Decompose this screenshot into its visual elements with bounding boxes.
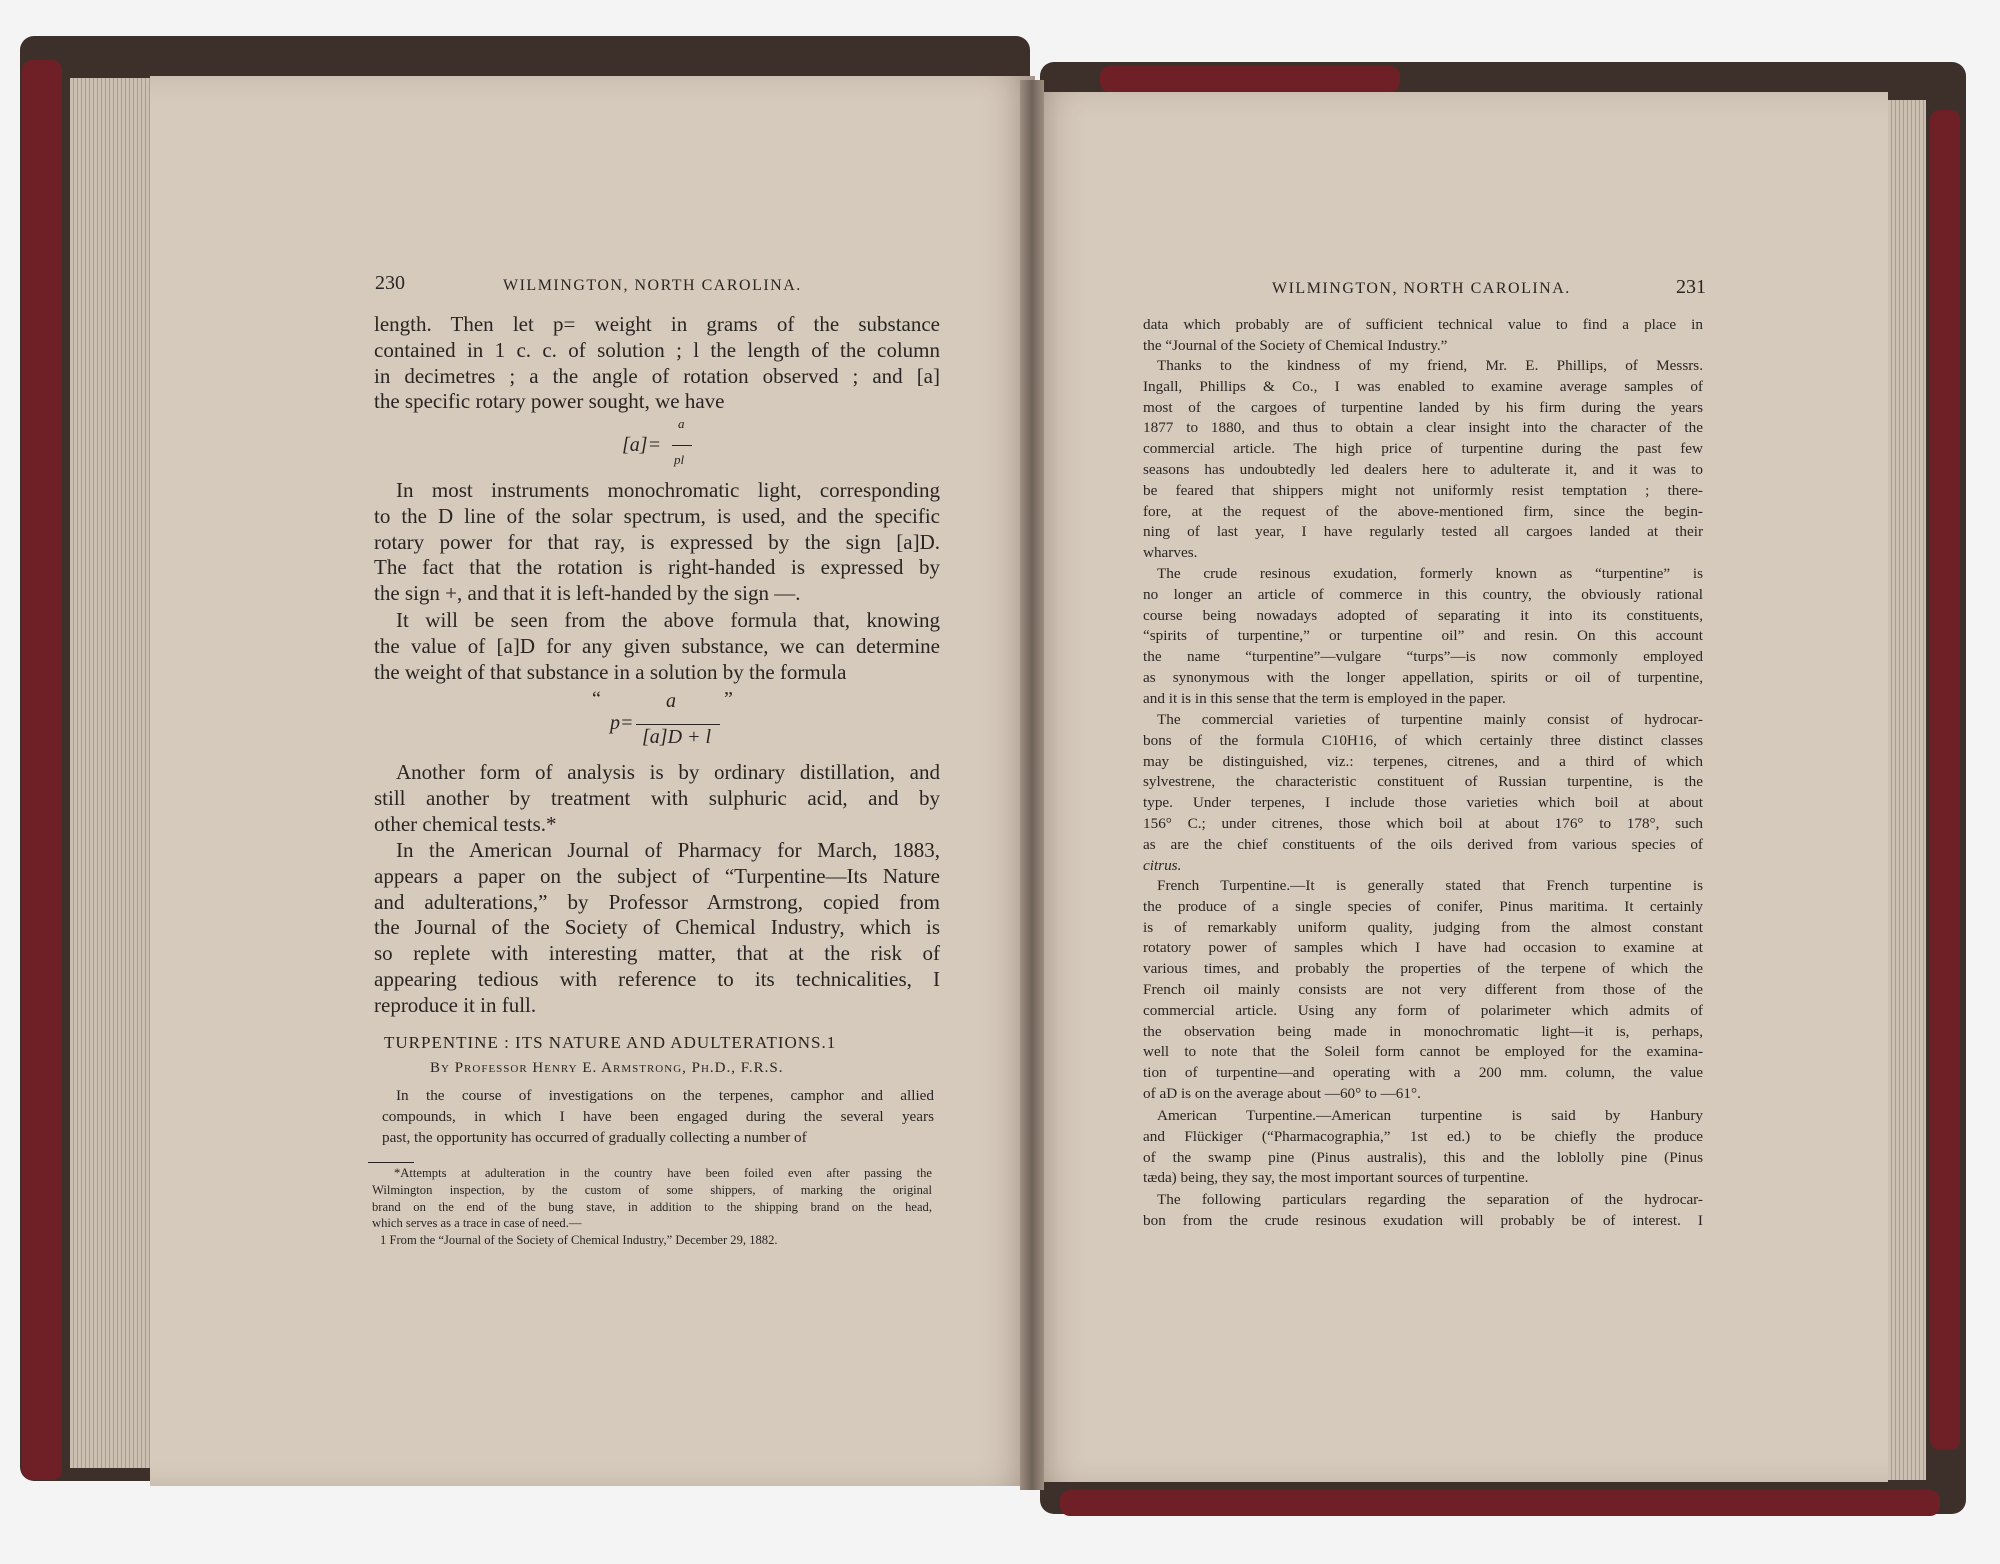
right-page-number: 231 <box>1676 276 1706 298</box>
right-cover-cloth-bottom <box>1060 1490 1940 1516</box>
text-line: still another by treatment with sulphuric acid, and by <box>374 785 940 810</box>
text-line: most of the cargoes of turpentine landed by his firm during the years <box>1143 398 1703 416</box>
text-line: “spirits of turpentine,” or turpentine oil” and resin. On this account <box>1143 627 1703 645</box>
text-line: In most instruments monochromatic light, corresponding <box>396 478 940 502</box>
text-line: tæda) being, they say, the most important sources of turpentine. <box>1143 1169 1529 1187</box>
text-line: commercial article. Using any form of polarimeter which admits of <box>1143 1001 1703 1019</box>
text-line: well to note that the Soleil form cannot be employed for the examina- <box>1143 1043 1703 1061</box>
text-line: so replete with interesting matter, that at the risk of <box>374 941 940 966</box>
text-line: ning of last year, I have regularly tested all cargoes landed at their <box>1143 523 1703 541</box>
text-line: In the American Journal of Pharmacy for March, 1883, <box>396 838 940 862</box>
text-line: In the course of investigations on the terpenes, camphor and allied <box>396 1087 934 1104</box>
book-gutter <box>1020 80 1044 1490</box>
right-para-5 <box>1143 876 1703 1105</box>
fraction-bar <box>672 445 692 446</box>
text-line: the Journal of the Society of Chemical Industry, which is <box>374 915 940 940</box>
right-para-1 <box>1143 315 1703 357</box>
left-para-3 <box>374 608 940 685</box>
text-line: fore, at the request of the above-mentioned firm, since the begin- <box>1143 502 1703 520</box>
text-line: sylvestrene, the characteristic constituent of Russian turpentine, is the <box>1143 773 1703 791</box>
text-line: Ingall, Phillips & Co., I was enabled to examine average samples of <box>1143 377 1703 395</box>
left-para-6 <box>382 1086 934 1148</box>
text-line: no longer an article of commerce in this country, the obviously rational <box>1143 585 1703 603</box>
text-line: French Turpentine.—It is generally stated that French turpentine is <box>1157 877 1703 894</box>
text-line: The commercial varieties of turpentine mainly consist of hydrocar- <box>1157 711 1703 728</box>
right-para-3 <box>1143 564 1703 710</box>
footnotes <box>372 1165 932 1249</box>
formula-2-numerator: a <box>666 690 676 712</box>
right-para-7 <box>1143 1190 1703 1232</box>
text-line: compounds, in which I have been engaged during the several years <box>382 1107 934 1125</box>
text-line: wharves. <box>1143 544 1198 562</box>
left-para-1 <box>374 312 940 415</box>
text-line: appears a paper on the subject of “Turpentine—Its Nature <box>374 863 940 888</box>
footnote-line: which serves as a trace in case of need.— <box>372 1216 582 1231</box>
text-line: rotatory power of samples which I have had occasion to examine at <box>1143 939 1703 957</box>
formula-2-denominator: [a]D + l <box>642 726 712 748</box>
text-line: and adulterations,” by Professor Armstrong, copied from <box>374 889 940 914</box>
text-line: The following particulars regarding the separation of the hydrocar- <box>1157 1191 1703 1208</box>
right-running-head: WILMINGTON, NORTH CAROLINA. <box>1272 280 1571 297</box>
text-line: various times, and probably the properties of the terpene of which the <box>1143 960 1703 978</box>
footnote-line: *Attempts at adulteration in the country have been foiled even after passing the <box>394 1166 932 1180</box>
text-line: the specific rotary power sought, we have <box>374 389 725 414</box>
left-para-2 <box>374 478 940 607</box>
text-line: citrus. <box>1143 856 1182 874</box>
footnote-line: Wilmington inspection, by the custom of some shippers, of marking the original <box>372 1182 932 1197</box>
text-line: course being nowadays adopted of separating it into its constituents, <box>1143 606 1703 624</box>
text-line: American Turpentine.—American turpentine is said by Hanbury <box>1157 1107 1703 1124</box>
article-byline: By Professor Henry E. Armstrong, Ph.D., F.R.S. <box>430 1060 784 1076</box>
text-line: 1877 to 1880, and thus to obtain a clear insight into the character of the <box>1143 419 1703 437</box>
left-para-4 <box>374 760 940 837</box>
text-line: the name “turpentine”—vulgare “turps”—is now commonly employed <box>1143 648 1703 666</box>
text-line: of the swamp pine (Pinus australis), this and the loblolly pine (Pinus <box>1143 1148 1703 1166</box>
footnote-rule <box>368 1162 414 1163</box>
formula-2-lhs: p= <box>610 712 634 734</box>
left-running-head: WILMINGTON, NORTH CAROLINA. <box>503 277 802 294</box>
text-line: the observation being made in monochromatic light—it is, perhaps, <box>1143 1022 1703 1040</box>
formula-1-denominator: pl <box>674 452 685 467</box>
text-line: 156° C.; under citrenes, those which boil at about 176° to 178°, such <box>1143 814 1703 832</box>
text-line: rotary power for that ray, is expressed by the sign [a]D. <box>374 529 940 554</box>
text-line: data which probably are of sufficient technical value to find a place in <box>1143 316 1703 333</box>
article-title: TURPENTINE : ITS NATURE AND ADULTERATIONS.1 <box>384 1033 837 1052</box>
footnote-line: brand on the end of the bung stave, in addition to the shipping brand on the head, <box>372 1199 932 1214</box>
text-line: past, the opportunity has occurred of gradually collecting a number of <box>382 1128 807 1146</box>
text-line: be feared that shippers might not uniformly resist temptation ; there- <box>1143 481 1703 499</box>
text-line: tion of turpentine—and operating with a 200 mm. column, the value <box>1143 1064 1703 1082</box>
fraction-bar <box>636 724 720 725</box>
text-line: type. Under terpenes, I include those varieties which boil at about <box>1143 794 1703 812</box>
text-line: the sign +, and that it is left-handed by the sign —. <box>374 581 801 606</box>
text-line: the produce of a single species of conifer, Pinus maritima. It certainly <box>1143 897 1703 915</box>
text-line: seasons has undoubtedly led dealers here to adulterate it, and it was to <box>1143 460 1703 478</box>
text-line: It will be seen from the above formula that, knowing <box>396 608 940 632</box>
text-line: may be distinguished, viz.: terpenes, citrenes, and a third of which <box>1143 752 1703 770</box>
text-line: length. Then let p= weight in grams of the substance <box>374 312 940 336</box>
text-line: The crude resinous exudation, formerly known as “turpentine” is <box>1157 565 1703 582</box>
formula-2-close-quote: ” <box>724 688 733 710</box>
text-line: and Flückiger (“Pharmacographia,” 1st ed.) to be chiefly the produce <box>1143 1127 1703 1145</box>
text-line: French oil mainly consists are not very different from those of the <box>1143 980 1703 998</box>
text-line: bon from the crude resinous exudation will probably be of interest. I <box>1143 1211 1703 1229</box>
right-para-6 <box>1143 1106 1703 1189</box>
text-line: Thanks to the kindness of my friend, Mr. E. Phillips, of Messrs. <box>1157 357 1703 374</box>
text-line: Another form of analysis is by ordinary distillation, and <box>396 760 940 784</box>
left-page-number: 230 <box>375 272 405 294</box>
text-line: the value of [a]D for any given substance, we can determine <box>374 633 940 658</box>
formula-2-open-quote: “ <box>592 688 601 710</box>
right-para-4 <box>1143 710 1703 876</box>
text-line: the “Journal of the Society of Chemical Industry.” <box>1143 336 1448 354</box>
text-line: as synonymous with the longer appellation, spirits or oil of turpentine, <box>1143 668 1703 686</box>
text-line: to the D line of the solar spectrum, is used, and the specific <box>374 503 940 528</box>
text-line: The fact that the rotation is right-handed is expressed by <box>374 555 940 580</box>
text-line: in decimetres ; a the angle of rotation observed ; and [a] <box>374 363 940 388</box>
text-line: appearing tedious with reference to its technicalities, I <box>374 966 940 991</box>
text-line: other chemical tests.* <box>374 811 557 836</box>
text-line: the weight of that substance in a solution by the formula <box>374 659 847 684</box>
text-line: as are the chief constituents of the oils derived from various species of <box>1143 835 1703 853</box>
text-line: reproduce it in full. <box>374 992 537 1017</box>
footnote-line: 1 From the “Journal of the Society of Chemical Industry,” December 29, 1882. <box>380 1233 778 1248</box>
formula-1-lhs: [a]= <box>622 434 662 456</box>
text-line: and it is in this sense that the term is employed in the paper. <box>1143 689 1506 707</box>
text-line: of aD is on the average about —60° to —61°. <box>1143 1084 1421 1102</box>
right-cover-cloth-top <box>1100 66 1400 92</box>
right-cover-cloth-edge <box>1930 110 1960 1450</box>
left-cover-cloth <box>22 60 62 1480</box>
text-line: contained in 1 c. c. of solution ; l the length of the column <box>374 337 940 362</box>
right-para-2 <box>1143 356 1703 564</box>
text-line: bons of the formula C10H16, of which certainly three distinct classes <box>1143 731 1703 749</box>
left-para-5 <box>374 838 940 1019</box>
text-line: is of remarkably uniform quality, judging from the almost constant <box>1143 918 1703 936</box>
formula-1-numerator: a <box>678 416 685 431</box>
text-line: commercial article. The high price of turpentine during the past few <box>1143 440 1703 458</box>
